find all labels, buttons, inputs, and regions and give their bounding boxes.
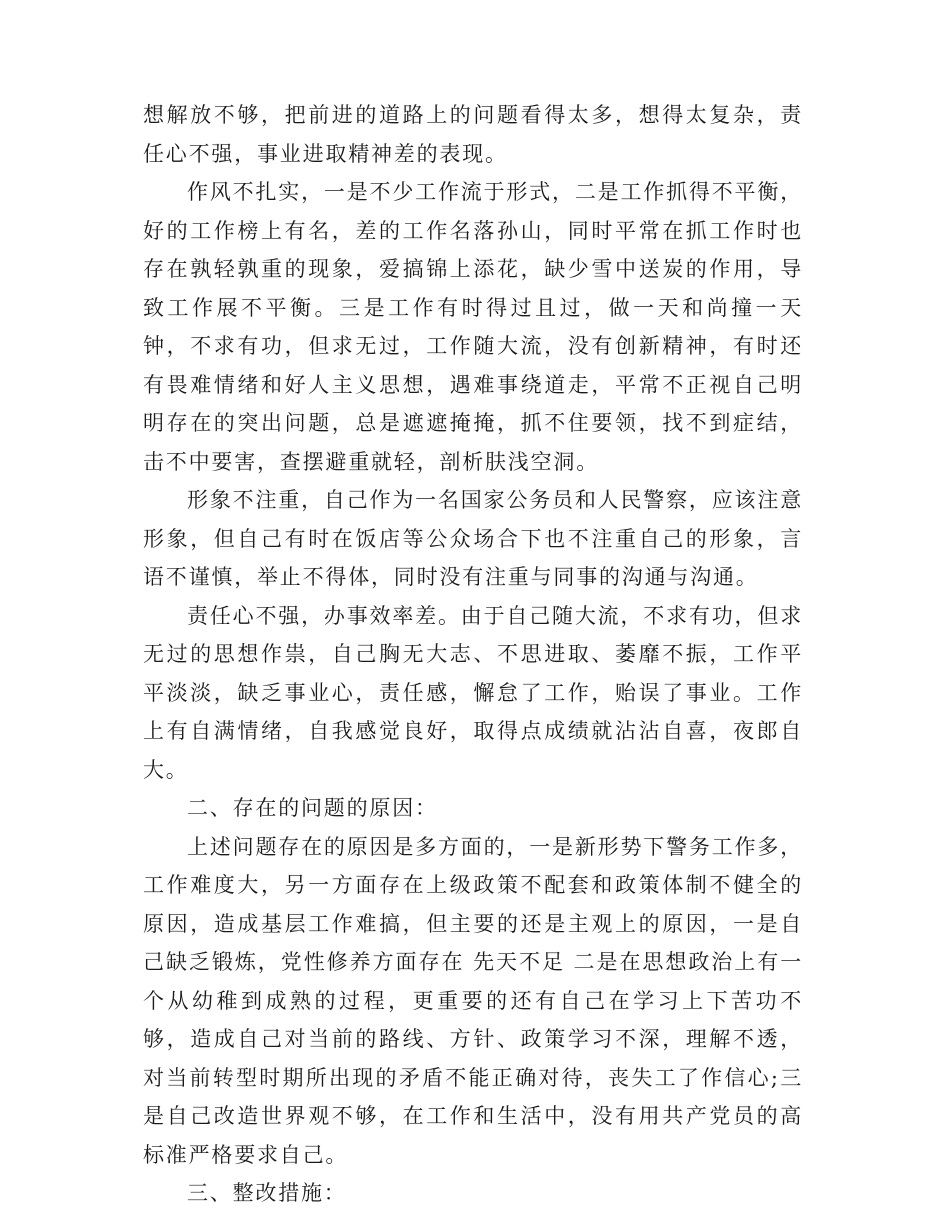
- paragraph-work-style: 作风不扎实，一是不少工作流于形式，二是工作抓得不平衡，好的工作榜上有名，差的工作名落孙山，同时平常在抓工作时也存在孰轻孰重的现象，爱搞锦上添花，缺少雪中送炭的作用，导致工作展不平衡。三是工作有时得过且过，做一天和尚撞一天钟，不求有功，但求无过，工作随大流，没有创新精神，有时还有畏难情绪和好人主义思想，遇难事绕道走，平常不正视自己明明存在的突出问题，总是遮遮掩掩，抓不住要领，找不到症结，击不中要害，查摆避重就轻，剖析肤浅空洞。: [143, 180, 803, 474]
- paragraph-responsibility: 责任心不强，办事效率差。由于自己随大流，不求有功，但求无过的思想作祟，自己胸无大志、不思进取、萎靡不振，工作平平淡淡，缺乏事业心，责任感，懈怠了工作，贻误了事业。工作上有自满情绪，自我感觉良好，取得点成绩就沾沾自喜，夜郎自大。: [143, 603, 803, 782]
- document-page: [143, 96, 803, 1213]
- section-heading-causes: 二、存在的问题的原因：: [187, 796, 438, 820]
- paragraph-causes: 上述问题存在的原因是多方面的，一是新形势下警务工作多，工作难度大，另一方面存在上级政策不配套和政策体制不健全的原因，造成基层工作难搞，但主要的还是主观上的原因，一是自己缺乏锻炼，党性修养方面存在 先天不足 二是在思想政治上有一个从幼稚到成熟的过程，更重要的还有自己在学习上下苦功不够，造成自己对当前的路线、方针、政策学习不深，理解不透，对当前转型时期所出现的矛盾不能正确对待，丧失工了作信心;三是自己改造世界观不够，在工作和生活中，没有用共产党员的高标准严格要求自己。: [143, 834, 803, 1167]
- section-heading-measures: 三、整改措施：: [187, 1181, 347, 1205]
- paragraph-continued-thinking: 想解放不够，把前进的道路上的问题看得太多，想得太复杂，责任心不强，事业进取精神差的表现。: [143, 103, 803, 166]
- paragraph-image: 形象不注重，自己作为一名国家公务员和人民警察，应该注意形象，但自己有时在饭店等公众场合下也不注重自己的形象，言语不谨慎，举止不得体，同时没有注重与同事的沟通与沟通。: [143, 488, 803, 589]
